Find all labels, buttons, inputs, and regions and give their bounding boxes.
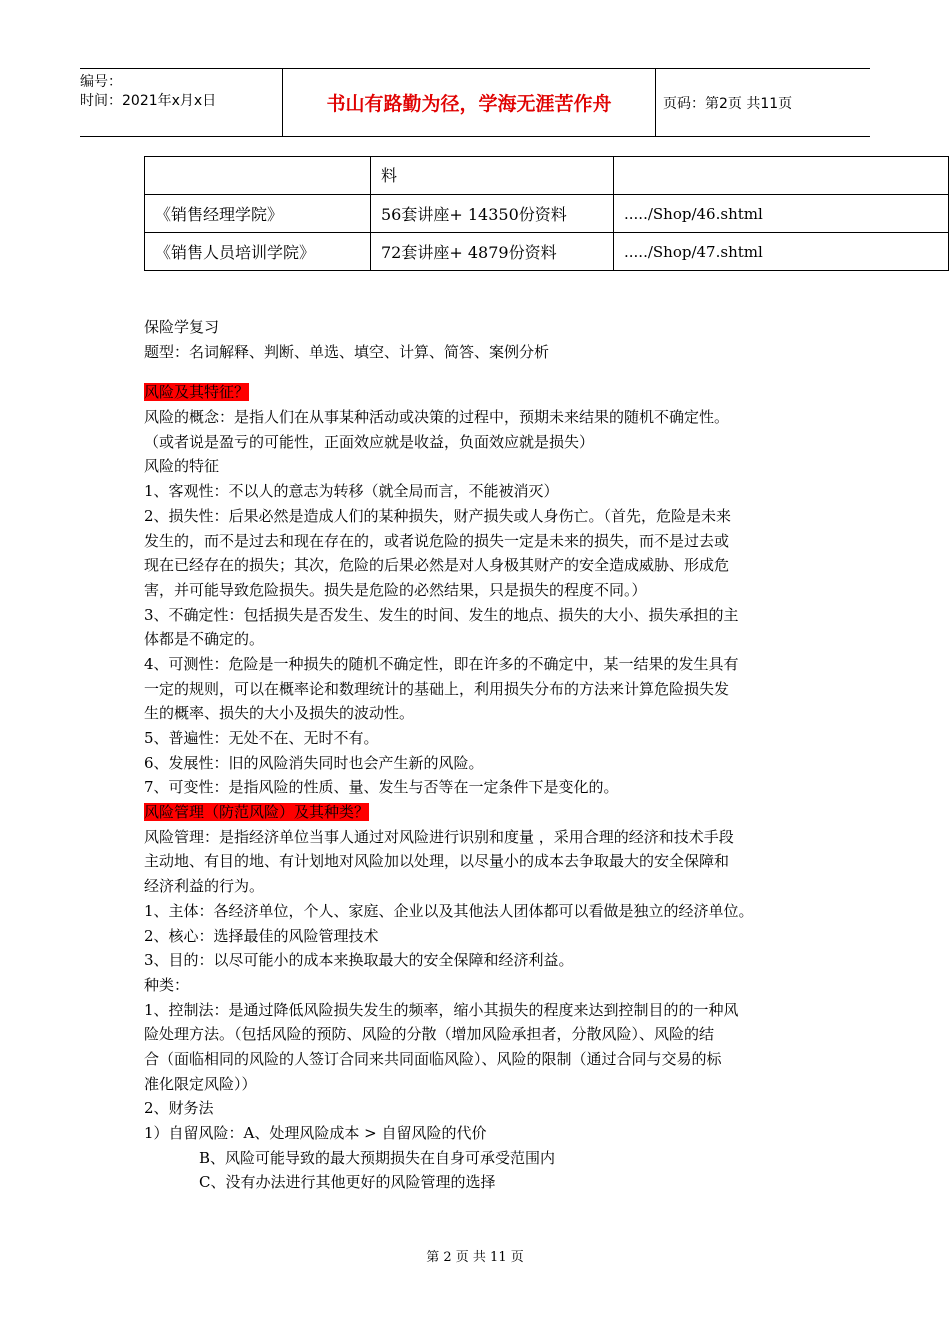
section-heading-risk-management: 风险管理（防范风险）及其种类？	[144, 803, 370, 822]
retention-conditions	[144, 1146, 834, 1195]
table-cell: 72套讲座+ 4879份资料	[371, 233, 614, 271]
text-line: 1、主体：各经济单位，个人、家庭、企业以及其他法人团体都可以看做是独立的经济单位。	[144, 901, 754, 920]
text-line: 3、不确定性：包括损失是否发生、发生的时间、发生的地点、损失的大小、损失承担的主	[144, 605, 739, 624]
page-info: 页码：第2页 共11页	[663, 95, 793, 112]
text-line: 准化限定风险））	[144, 1074, 257, 1093]
page-header	[80, 68, 870, 137]
text-line: 现在已经存在的损失；其次，危险的后果必然是对人身极其财产的安全造成威胁、形成危	[144, 556, 730, 575]
text-line: 6、发展性：旧的风险消失同时也会产生新的风险。	[144, 753, 484, 772]
text-line: 险处理方法。（包括风险的预防、风险的分散（增加风险承担者，分散风险）、风险的结	[144, 1025, 715, 1044]
text-line: 5、普遍性：无处不在、无时不有。	[144, 729, 379, 747]
question-types: 题型：名词解释、判断、单选、填空、计算、简答、案例分析	[144, 342, 550, 361]
table-cell: 《销售经理学院》	[145, 195, 371, 233]
table-row	[145, 233, 949, 271]
text-line: 体都是不确定的。	[144, 630, 265, 649]
text-line: 4、可测性：危险是一种损失的随机不确定性，即在许多的不确定中，某一结果的发生具有	[144, 654, 739, 673]
text-line: 7、可变性：是指风险的性质、量、发生与否等在一定条件下是变化的。	[144, 778, 619, 797]
text-line: 一定的规则，可以在概率论和数理统计的基础上，利用损失分布的方法来计算危险损失发	[144, 679, 730, 698]
time-label: 时间：2021年x月x日	[80, 93, 217, 109]
text-line: 2、财务法	[144, 1099, 214, 1118]
number-label: 编号：	[80, 74, 122, 90]
text-line: 生的概率、损失的大小及损失的波动性。	[144, 704, 415, 723]
document-body	[144, 315, 834, 1195]
text-line: 经济利益的行为。	[144, 877, 265, 896]
table-cell: 《销售人员培训学院》	[145, 233, 371, 271]
text-line: 主动地、有目的地、有计划地对风险加以处理，以尽量小的成本去争取最大的安全保障和	[144, 852, 730, 871]
risk-management-section	[144, 825, 834, 1146]
table-cell	[614, 157, 949, 195]
table-row	[145, 157, 949, 195]
table-cell: ...../Shop/47.shtml	[614, 233, 949, 271]
risk-section	[144, 405, 834, 800]
text-line: 1、客观性：不以人的意志为转移（就全局而言，不能被消灭）	[144, 482, 559, 501]
text-line: C、没有办法进行其他更好的风险管理的选择	[199, 1173, 496, 1192]
text-line: B、风险可能导致的最大预期损失在自身可承受范围内	[199, 1148, 556, 1167]
text-line: 风险的概念：是指人们在从事某种活动或决策的过程中，预期未来结果的随机不确定性。	[144, 408, 730, 427]
text-line: 1）自留风险：A、处理风险成本 > 自留风险的代价	[144, 1124, 487, 1142]
text-line: （或者说是盈亏的可能性，正面效应就是收益，负面效应就是损失）	[144, 432, 595, 451]
text-line: 发生的，而不是过去和现在存在的，或者说危险的损失一定是未来的损失，而不是过去或	[144, 531, 730, 550]
text-line: 3、目的：以尽可能小的成本来换取最大的安全保障和经济利益。	[144, 951, 574, 970]
text-line: 风险的特征	[144, 457, 220, 476]
table-cell: 56套讲座+ 14350份资料	[371, 195, 614, 233]
text-line: 害，并可能导致危险损失。损失是危险的必然结果，只是损失的程度不同。）	[144, 580, 647, 599]
resource-table	[144, 156, 949, 271]
text-line: 2、损失性：后果必然是造成人们的某种损失，财产损失或人身伤亡。（首先，危险是未来	[144, 506, 732, 525]
text-line: 合（面临相同的风险的人签订合同来共同面临风险）、风险的限制（通过合同与交易的标	[144, 1049, 722, 1068]
table-cell: 料	[371, 157, 614, 195]
table-cell: ...../Shop/46.shtml	[614, 195, 949, 233]
section-heading-risk: 风险及其特征？	[144, 383, 250, 402]
text-line: 1、控制法：是通过降低风险损失发生的频率，缩小其损失的程度来达到控制目的的一种风	[144, 1000, 739, 1019]
motto: 书山有路勤为径，学海无涯苦作舟	[283, 69, 656, 136]
header-left-cell	[80, 69, 283, 136]
text-line: 种类：	[144, 975, 190, 994]
page-footer: 第 2 页 共 11 页	[426, 1250, 524, 1265]
doc-title: 保险学复习	[144, 318, 220, 336]
table-row	[145, 195, 949, 233]
text-line: 风险管理：是指经济单位当事人通过对风险进行识别和度量 ，采用合理的经济和技术手段	[144, 827, 734, 846]
text-line: 2、核心：选择最佳的风险管理技术	[144, 926, 379, 945]
table-cell	[145, 157, 371, 195]
